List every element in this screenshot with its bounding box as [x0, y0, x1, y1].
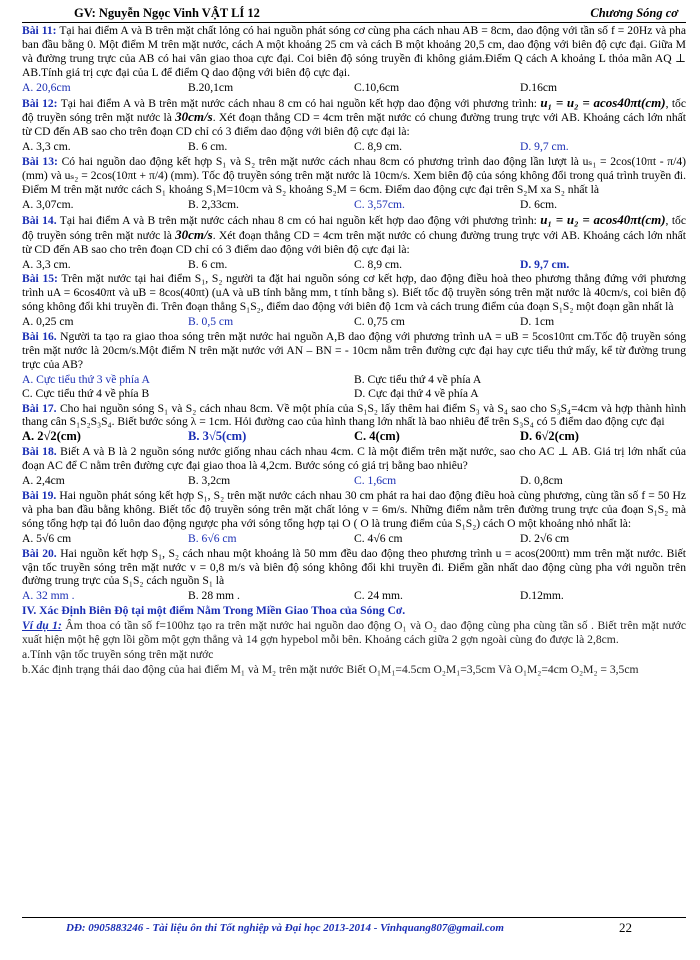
equation: u₁ = u₂ = acos40πt(cm): [540, 211, 666, 227]
answer-c: C. 8,9 cm.: [354, 257, 402, 271]
question-number: Bài 13:: [22, 155, 58, 169]
answers-12: [22, 140, 686, 154]
answer-b: B. Cực tiểu thứ 4 về phía A: [354, 372, 482, 386]
example-text: Âm thoa có tần số f=100hz tạo ra trên mặt nước hai nguồn dao động O₁ và O₂ dao động cùng pha cùng tần số . Biết trên mặt nước xuất hiện một hệ gợn lồi gồm một gợn thẳng và 14 gợn hypebol mỗi bên. Khoảng cách giữa 2 gợn ngoài cùng đo được là 2,8cm.: [22, 619, 687, 647]
question-20: [22, 547, 686, 589]
answer-a: A. 3,3 cm.: [22, 140, 71, 154]
question-text: Cho hai nguồn sóng S₁ và S₂ cách nhau 8cm. Về một phía của S₁S₂ lấy thêm hai điểm S₃ và S₄ sao cho S₃S₄=4cm và hợp thành hình thang cân S₁S₂S₃S₄. Biết bước sóng λ = 1cm. Hỏi đường cao của hình thang lớn nhất là bao nhiêu để trên S₃S₄ có 5 điểm dao động cực đại: [22, 401, 686, 429]
header-chapter: Chương Sóng cơ: [590, 6, 678, 20]
answers-17: [22, 430, 686, 444]
answer-d: D. Cực đại thứ 4 về phía A: [354, 386, 479, 400]
answer-c: C. 4√6 cm: [354, 531, 403, 545]
question-number: Bài 15:: [22, 272, 58, 286]
page-content: [22, 24, 686, 678]
example-part-a: a.Tính vận tốc truyền sóng trên mặt nước: [22, 647, 214, 661]
page-footer: [22, 917, 686, 935]
answer-d: D.16cm: [520, 80, 558, 94]
question-text: Người ta tạo ra giao thoa sóng trên mặt nước hai nguồn A,B dao động với phương trình uA = uB = 5cos10πt cm.Tốc độ truyền sóng trên mặt nước là 20cm/s.Một điểm N trên mặt nước với AN – BN = - 10cm nằm trên đường cực đại hay cực tiểu thứ mấy, kể từ đường trung trực của AB?: [22, 330, 686, 371]
answers-20: [22, 589, 686, 603]
question-number: Bài 17.: [22, 401, 57, 415]
answer-a: A. 0,25 cm: [22, 315, 74, 329]
answer-a: A. 3,07cm.: [22, 197, 74, 211]
example-1: [22, 619, 686, 677]
answer-c: C. 0,75 cm: [354, 315, 405, 329]
question-text: Biết A và B là 2 nguồn sóng nước giống nhau cách nhau 4cm. C là một điểm trên mặt nước, sao cho AC ⊥ AB. Giá trị lớn nhất của đoạn AC để C nằm trên đường cực đại giao thoa là 4,2cm. Bước sóng có giá trị bằng bao nhiêu?: [22, 445, 686, 473]
question-number: Bài 19.: [22, 489, 57, 502]
question-number: Bài 11:: [22, 24, 57, 37]
answer-b: B. 2,33cm.: [188, 197, 239, 211]
answer-b: B. 28 mm .: [188, 589, 240, 603]
question-text-2: , tốc độ truyền sóng trên mặt nước là: [22, 213, 686, 242]
footer-text: DĐ: 0905883246 - Tài liệu ôn thi Tốt nghiệp và Đại học 2013-2014 - Vinhquang807@gmail.com: [66, 922, 504, 934]
question-11: [22, 24, 686, 80]
answers-16: [22, 373, 686, 401]
example-label: Ví dụ 1:: [22, 619, 62, 633]
answer-c: C. 4(cm): [354, 429, 400, 444]
answer-b: B. 3,2cm: [188, 474, 231, 488]
question-12: [22, 96, 686, 140]
answer-a: A. 2,4cm: [22, 474, 65, 488]
answer-a: A. 20,6cm: [22, 80, 71, 94]
answer-c: C. 24 mm.: [354, 589, 403, 603]
answers-11: [22, 81, 686, 95]
question-17: [22, 402, 686, 430]
question-14: [22, 213, 686, 257]
page-header: [22, 4, 686, 23]
answer-a: A. 5√6 cm: [22, 531, 72, 545]
answer-d: D. 9,7 cm.: [520, 140, 569, 154]
answers-18: [22, 474, 686, 488]
answer-c: C. 3,57cm.: [354, 197, 405, 211]
question-text: Hai nguồn kết hợp S₁, S₂ cách nhau một khoảng là 50 mm đều dao động theo phương trình u = acos(200πt) mm trên mặt nước. Biết vận tốc truyền sóng trên mặt nước v = 0,8 m/s và biên độ sóng không đổi khi truyền đi. Điểm gần nhất dao động cùng pha với nguồn trên đường trung trực của S₁S₂ cách nguồn S₁ là: [22, 546, 686, 588]
answer-c: C. Cực tiểu thứ 4 về phía B: [22, 386, 150, 400]
question-number: Bài 18.: [22, 445, 57, 459]
answer-c: C. 8,9 cm.: [354, 140, 402, 154]
question-text-2: , tốc độ truyền sóng trên mặt nước là: [22, 96, 686, 125]
answer-d: D. 0,8cm: [520, 474, 563, 488]
question-19: [22, 489, 686, 531]
answer-c: C. 1,6cm: [354, 474, 397, 488]
answer-b: B. 0,5 cm: [188, 315, 234, 329]
question-18: [22, 445, 686, 473]
equation: u₁ = u₂ = acos40πt(cm): [540, 94, 666, 110]
answers-15: [22, 315, 686, 329]
answer-a: A. 3,3 cm.: [22, 257, 71, 271]
answer-a: A. 32 mm .: [22, 589, 75, 603]
question-text-3: . Xét đoạn thẳng CD = 4cm trên mặt nước có chung đường trung trực với AB. Khoảng cách lớn nhất từ CD đến AB sao cho trên đoạn CD chỉ có 3 điểm dao động với biên độ cực đại là:: [22, 228, 686, 256]
question-text: Tại hai điểm A và B trên mặt chất lỏng có hai nguồn phát sóng cơ cùng pha cách nhau AB = 8cm, dao động với tần số f = 20Hz và pha ban đầu bằng 0. Một điểm M trên mặt nước, cách A một khoảng 25 cm và cách B một khoảng 20,5 cm, dao động với biên độ cực đại. Giữa M và đường trung trực của AB có hai vân giao thoa cực đại. Coi biên độ sóng truyền đi không giảm.Điểm Q cách A khoảng L thỏa mãn AQ ⊥ AB.Tính giá trị cực đại của L để điểm Q dao động với biên độ cực đại.: [22, 24, 687, 79]
question-text: Tại hai điểm A và B trên mặt nước cách nhau 8 cm có hai nguồn kết hợp dao động với phương trình:: [60, 96, 538, 110]
answer-b: B. 3√5(cm): [188, 429, 247, 444]
answer-d: D. 6cm.: [520, 197, 558, 211]
answer-b: B. 6√6 cm: [188, 531, 237, 545]
answer-c: C.10,6cm: [354, 80, 400, 94]
question-15: [22, 272, 686, 314]
question-13: [22, 155, 686, 197]
section-heading: IV. Xác Định Biên Độ tại một điểm Nằm Trong Miền Giao Thoa của Sóng Cơ.: [22, 604, 406, 618]
question-text: Tại hai điểm A và B trên mặt nước cách nhau 8 cm có hai nguồn kết hợp dao động với phương trình:: [59, 213, 537, 227]
question-number: Bài 12:: [22, 96, 58, 110]
page-number: 22: [619, 920, 632, 935]
answer-b: B. 6 cm.: [188, 257, 228, 271]
question-text: Có hai nguồn dao động kết hợp S₁ và S₂ trên mặt nước cách nhau 8cm có phương trình dao động lần lượt là uₛ₁ = 2cos(10πt - π/4) (mm) và uₛ₂ = 2cos(10πt + π/4) (mm). Tốc độ truyền sóng trên mặt nước là 10cm/s. Xem biên độ của sóng không đổi trong quá trình truyền đi. Điểm M trên mặt nước cách S₁ khoảng S₁M=10cm và S₂ khoảng S₂M = 6cm. Điểm dao động cực đại trên S₂M xa S₂ nhất là: [22, 155, 686, 196]
answers-14: [22, 258, 686, 272]
answers-19: [22, 532, 686, 546]
example-part-b: b.Xác định trạng thái dao động của hai điểm M₁ và M₂ trên mặt nước Biết O₁M₁=4.5cm O₂M₁=3,5cm Và O₁M₂=4cm O₂M₂ = 3,5cm: [22, 662, 639, 676]
wave-speed: 30cm/s: [175, 226, 213, 242]
answer-d: D. 9,7 cm.: [520, 257, 570, 271]
answer-a: A. Cực tiểu thứ 3 về phía A: [22, 372, 150, 386]
header-author: GV: Nguyễn Ngọc Vinh VẬT LÍ 12: [74, 6, 260, 20]
answer-d: D. 6√2(cm): [520, 429, 579, 444]
question-number: Bài 14.: [22, 213, 57, 227]
answer-d: D. 1cm: [520, 315, 555, 329]
question-number: Bài 20.: [22, 546, 57, 560]
answer-d: D. 2√6 cm: [520, 531, 570, 545]
question-text: Trên mặt nước tại hai điểm S₁, S₂ người ta đặt hai nguồn sóng cơ kết hợp, dao động điều hoà theo phương thẳng đứng với phương trình uA = 6cos40πt và uB = 8cos(40πt) (uA và uB tính bằng mm, t tính bằng s). Biết tốc độ truyền sóng trên mặt nước là 40cm/s, coi biên độ sóng không đổi khi truyền đi. Trên đoạn thẳng S₁S₂, điểm dao động với biên độ 1cm và cách trung điểm của đoạn S₁S₂ một đoạn gần nhất là: [22, 272, 686, 314]
answer-a: A. 2√2(cm): [22, 429, 81, 444]
question-number: Bài 16.: [22, 330, 57, 344]
answers-13: [22, 198, 686, 212]
answer-d: D.12mm.: [520, 589, 564, 603]
question-16: [22, 330, 686, 372]
question-text: Hai nguồn phát sóng kết hợp S₁, S₂ trên mặt nước cách nhau 30 cm phát ra hai dao động điều hoà cùng phương, cùng tần số f = 50 Hz và pha ban đầu bằng không. Biết tốc độ truyền sóng trên mặt chất lỏng v = 6m/s. Những điểm nằm trên đường trung trực của đoạn S₁S₂ mà sóng tổng hợp tại đó luôn dao động ngược pha với sóng tổng hợp tại O ( O là trung điểm của S₁S₂) cách O một khoảng nhỏ nhất là:: [22, 489, 686, 530]
answer-b: B. 6 cm.: [188, 140, 228, 154]
wave-speed: 30cm/s: [175, 109, 213, 125]
answer-b: B.20,1cm: [188, 80, 234, 94]
question-text-3: . Xét đoạn thẳng CD = 4cm trên mặt nước có chung đường trung trực với AB. Khoảng cách lớn nhất từ CD đến AB sao cho trên đoạn CD chỉ có 3 điểm dao động với biên độ cực đại là:: [22, 111, 686, 139]
